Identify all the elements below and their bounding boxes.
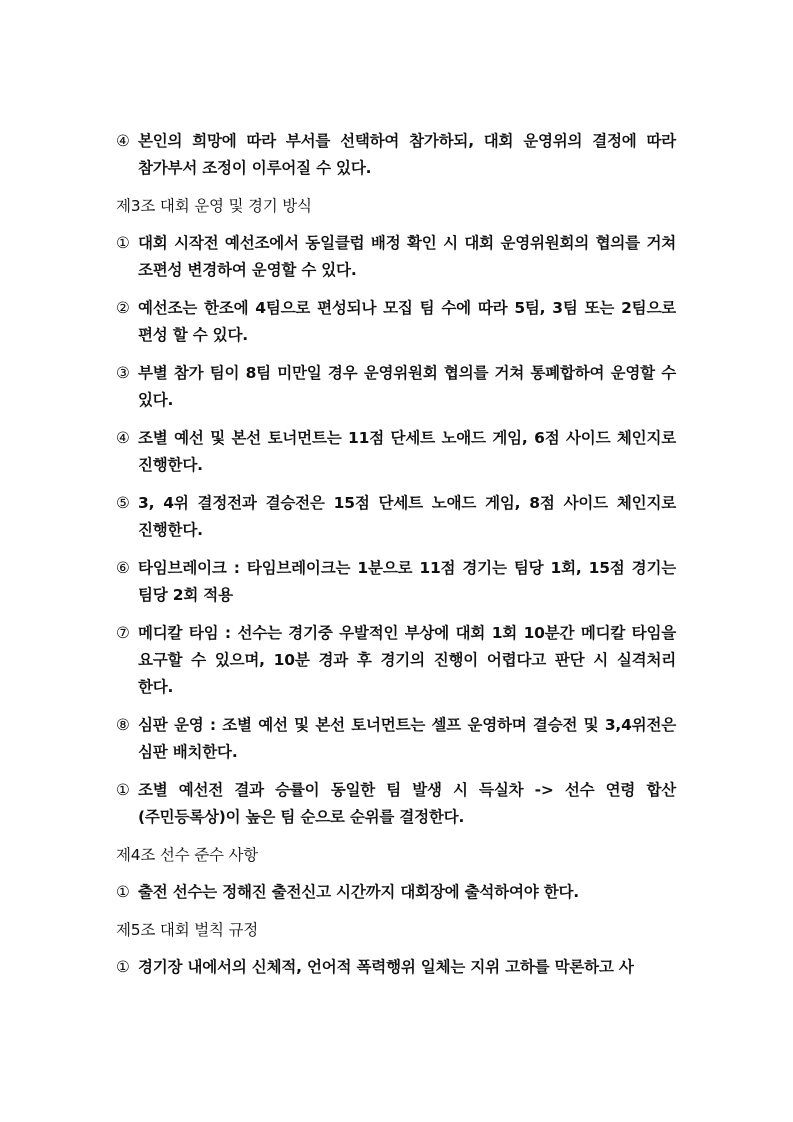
section-heading-article-4: 제4조 선수 준수 사항: [116, 846, 259, 864]
item-number: ①: [116, 781, 130, 799]
section-heading-article-5: 제5조 대회 벌칙 규정: [116, 921, 259, 939]
item-text: 출전 선수는 정해진 출전신고 시간까지 대회장에 출석하여야 한다.: [138, 883, 579, 901]
item-text: 메디칼 타임 : 선수는 경기중 우발적인 부상에 대회 1회 10분간 메디칼 타임을 요구할 수 있으며, 10분 경과 후 경기의 진행이 어렵다고 판단 시 실격처리 한다.: [138, 624, 676, 696]
item-number: ①: [116, 883, 130, 901]
item-number: ④: [116, 429, 130, 447]
list-item: [116, 128, 676, 182]
item-number: ①: [116, 234, 130, 252]
item-text: 조별 예선전 결과 승률이 동일한 팀 발생 시 득실차 -> 선수 연령 합산(주민등록상)이 높은 팀 순으로 순위를 결정한다.: [138, 781, 676, 826]
list-item: [116, 879, 676, 906]
list-item: [116, 954, 676, 981]
item-number: ③: [116, 364, 130, 382]
item-number: ⑤: [116, 494, 130, 512]
document-body: [116, 128, 676, 992]
item-text: 경기장 내에서의 신체적, 언어적 폭력행위 일체는 지위 고하를 막론하고 사: [138, 958, 634, 976]
list-item: [116, 490, 676, 544]
item-number: ②: [116, 299, 130, 317]
list-item: [116, 620, 676, 701]
item-number: ⑦: [116, 624, 130, 642]
item-number: ⑧: [116, 716, 130, 734]
item-text: 3, 4위 결정전과 결승전은 15점 단세트 노애드 게임, 8점 사이드 체인지로 진행한다.: [138, 494, 676, 539]
item-text: 본인의 희망에 따라 부서를 선택하여 참가하되, 대회 운영위의 결정에 따라 참가부서 조정이 이루어질 수 있다.: [138, 132, 676, 177]
list-item: [116, 777, 676, 831]
item-text: 조별 예선 및 본선 토너먼트는 11점 단세트 노애드 게임, 6점 사이드 체인지로 진행한다.: [138, 429, 676, 474]
list-item: [116, 295, 676, 349]
section-heading-article-3: 제3조 대회 운영 및 경기 방식: [116, 197, 312, 215]
item-text: 심판 운영 : 조별 예선 및 본선 토너먼트는 셀프 운영하며 결승전 및 3,4위전은 심판 배치한다.: [138, 716, 676, 761]
list-item: [116, 425, 676, 479]
list-item: [116, 555, 676, 609]
item-text: 대회 시작전 예선조에서 동일클럽 배정 확인 시 대회 운영위원회의 협의를 거쳐 조편성 변경하여 운영할 수 있다.: [138, 234, 676, 279]
item-number: ⑥: [116, 559, 130, 577]
list-item: [116, 360, 676, 414]
list-item: [116, 712, 676, 766]
list-item: [116, 230, 676, 284]
item-text: 예선조는 한조에 4팀으로 편성되나 모집 팀 수에 따라 5팀, 3팀 또는 2팀으로 편성 할 수 있다.: [138, 299, 676, 344]
item-text: 부별 참가 팀이 8팀 미만일 경우 운영위원회 협의를 거쳐 통폐합하여 운영할 수 있다.: [138, 364, 676, 409]
item-number: ④: [116, 132, 130, 150]
item-text: 타임브레이크 : 타임브레이크는 1분으로 11점 경기는 팀당 1회, 15점 경기는 팀당 2회 적용: [138, 559, 676, 604]
item-number: ①: [116, 958, 130, 976]
